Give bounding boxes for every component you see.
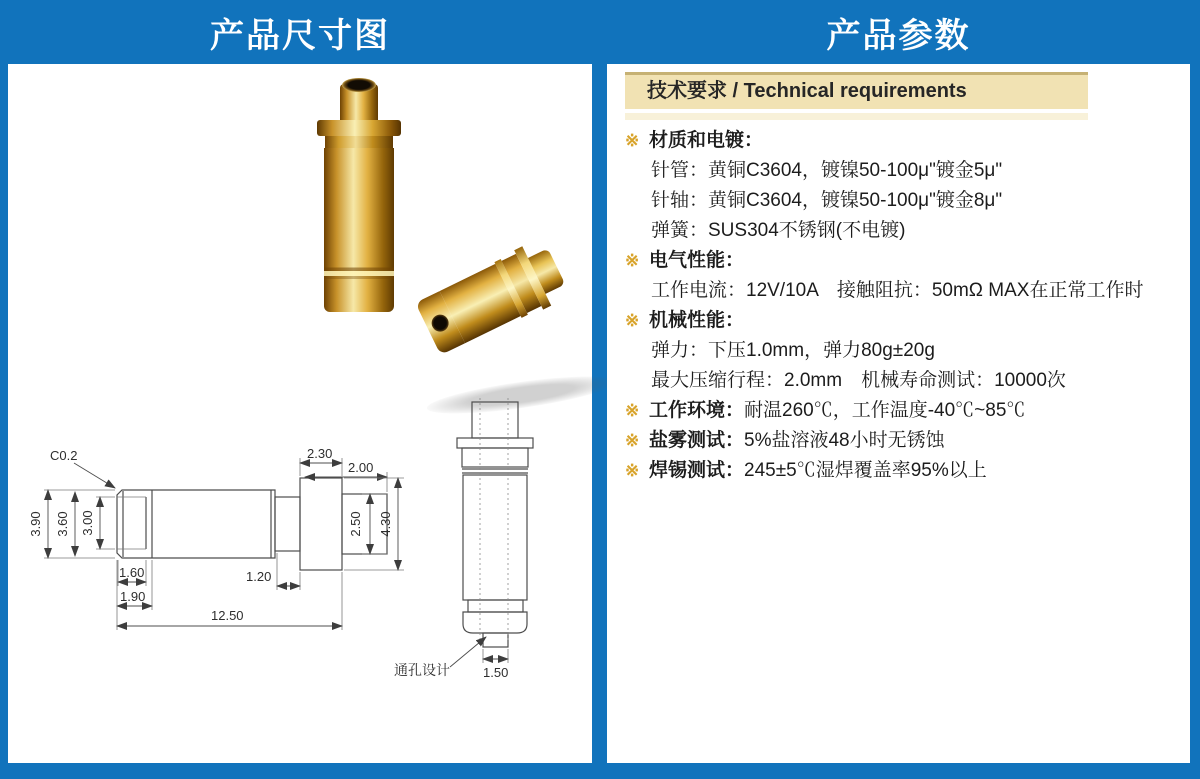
product-photo xyxy=(8,64,592,384)
dim-430: 4.30 xyxy=(378,511,393,537)
spec-title: 材质和电镀： xyxy=(649,130,764,151)
spec-text: 针轴：黄铜C3604，镀镍50-100μ"镀金8μ" xyxy=(651,190,1003,211)
asterisk-marker-icon: ※ xyxy=(625,431,640,450)
left-panel-title: 产品尺寸图 xyxy=(210,16,390,55)
pin-tip-hole xyxy=(342,78,376,92)
technical-requirements-header: 技术要求 / Technical requirements xyxy=(625,72,1088,109)
spec-row-environment xyxy=(625,396,1178,426)
dim-190: 1.90 xyxy=(120,589,146,604)
spec-row-material-title xyxy=(625,126,1178,156)
spec-row-mechanical-title xyxy=(625,306,1178,336)
spec-row-needle-tube xyxy=(625,156,1178,186)
spec-row-needle-shaft xyxy=(625,186,1178,216)
spec-text: 针管：黄铜C3604，镀镍50-100μ"镀金5μ" xyxy=(651,160,1003,181)
dim-360: 3.60 xyxy=(55,511,70,537)
dim-390: 3.90 xyxy=(28,511,43,537)
asterisk-marker-icon: ※ xyxy=(625,401,640,420)
spec-title: 工作环境： xyxy=(649,400,745,421)
pin-neck xyxy=(325,136,393,148)
header-underline-strip xyxy=(625,113,1088,120)
parameters-panel xyxy=(607,64,1190,763)
spec-text: 弹簧：SUS304不锈钢(不电镀) xyxy=(651,220,906,241)
front-view-annotations xyxy=(394,637,508,680)
spec-title: 盐雾测试： xyxy=(649,430,745,451)
pogo-pin-diagonal xyxy=(414,234,578,359)
spec-title: 电气性能： xyxy=(649,250,745,271)
spec-text: 5%盐溶液48小时无锈蚀 xyxy=(744,430,945,451)
spec-row-travel xyxy=(625,366,1178,396)
spec-row-soldering xyxy=(625,456,1178,486)
pogo-pin-vertical xyxy=(316,84,402,312)
spec-row-electrical-title xyxy=(625,246,1178,276)
spec-row-current xyxy=(625,276,1178,306)
pin-barrel xyxy=(324,148,394,312)
dim-250: 2.50 xyxy=(348,511,363,537)
dim-160: 1.60 xyxy=(119,565,145,580)
spec-text: 最大压缩行程：2.0mm 机械寿命测试：10000次 xyxy=(651,370,1066,391)
spec-list xyxy=(625,126,1178,486)
pin-through-hole xyxy=(429,312,452,335)
right-panel-title: 产品参数 xyxy=(826,16,971,55)
dim-150: 1.50 xyxy=(483,665,509,680)
dim-120: 1.20 xyxy=(246,569,272,584)
asterisk-marker-icon: ※ xyxy=(625,131,640,150)
spec-text: 工作电流：12V/10A 接触阻抗：50mΩ MAX在正常工作时 xyxy=(651,280,1144,301)
dimension-panel xyxy=(8,64,592,763)
pin-tip xyxy=(340,84,378,120)
spec-title: 焊锡测试： xyxy=(649,460,745,481)
front-view xyxy=(457,398,533,647)
asterisk-marker-icon: ※ xyxy=(625,461,640,480)
dim-230: 2.30 xyxy=(307,446,333,461)
side-view xyxy=(117,478,387,570)
spec-text: 245±5℃湿焊覆盖率95%以上 xyxy=(744,460,987,481)
spec-row-salt-spray xyxy=(625,426,1178,456)
spec-text: 耐温260℃，工作温度-40℃~85℃ xyxy=(744,400,1026,421)
asterisk-marker-icon: ※ xyxy=(625,311,640,330)
dim-300: 3.00 xyxy=(80,510,95,536)
spec-title: 机械性能： xyxy=(649,310,745,331)
asterisk-marker-icon: ※ xyxy=(625,251,640,270)
spec-row-spring-force xyxy=(625,336,1178,366)
dim-1250: 12.50 xyxy=(211,608,244,623)
through-hole-note: 通孔设计 xyxy=(394,662,450,678)
side-view-dimensions xyxy=(28,446,404,630)
dim-200: 2.00 xyxy=(348,460,374,475)
dimension-drawing xyxy=(18,384,578,754)
pin-collar xyxy=(317,120,401,136)
spec-row-spring xyxy=(625,216,1178,246)
dim-chamfer: C0.2 xyxy=(50,448,78,463)
spec-text: 弹力：下压1.0mm，弹力80g±20g xyxy=(651,340,935,361)
